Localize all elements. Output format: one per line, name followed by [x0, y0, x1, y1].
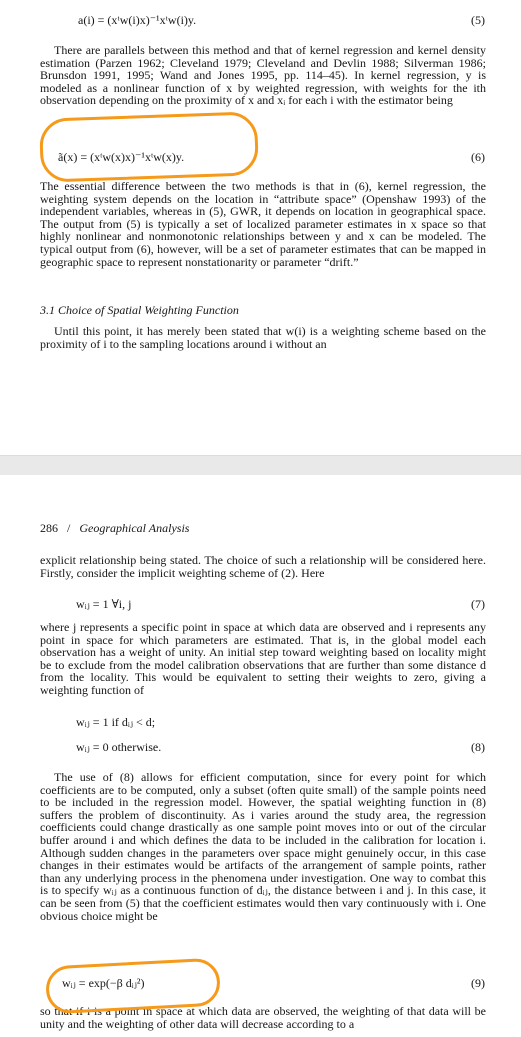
- equation-9-number: (9): [471, 976, 485, 990]
- paragraph-kernel-regression: There are parallels between this method and that of kernel regression and kernel density estimation (Parzen 1962; Cleveland 1979; Cleveland and Devlin 1988; Silverman 1986; Brunsdon 1991, 1995; Wand and Jones 1995, pp. 114–45). In kernel regression, y is modeled as a nonlinear function of x by weighted regression, with weights for the ith observation depending on the proximity of x and xᵢ for each i with the estimator being: [40, 43, 486, 108]
- paragraph-weighting-intro: Until this point, it has merely been stated that w(i) is a weighting scheme based on the proximity of i to the sampling locations around i without an: [40, 324, 486, 351]
- running-head-separator: /: [67, 521, 71, 535]
- page-number: 286: [40, 521, 58, 535]
- equation-8-line-2: wᵢⱼ = 0 otherwise.: [76, 740, 162, 754]
- equation-8-line-1: wᵢⱼ = 1 if dᵢⱼ < d;: [76, 715, 156, 729]
- equation-7-number: (7): [471, 597, 485, 611]
- page-separator: [0, 455, 521, 477]
- paragraph-global-model: where j represents a specific point in space at which data are observed and i represents any point in space for which parameters are estimated. That is, in the global model each observation has a weight of unity. An initial step toward weighting based on locality might be to exclude from the model calibration observations that are further than some distance d from the locality. This would be equivalent to setting their weights to zero, giving a weighting function of: [40, 620, 486, 697]
- equation-5: a(i) = (xᵗw(i)x)⁻¹xᵗw(i)y.: [78, 13, 197, 27]
- equation-9: wᵢⱼ = exp(−β dᵢⱼ²): [62, 976, 145, 990]
- equation-5-number: (5): [471, 13, 485, 27]
- page-top: [0, 0, 521, 455]
- equation-7: wᵢⱼ = 1 ∀i, j: [76, 597, 132, 611]
- equation-8-number: (8): [471, 740, 485, 754]
- running-head: [40, 521, 189, 536]
- equation-6-number: (6): [471, 150, 485, 164]
- section-heading: 3.1 Choice of Spatial Weighting Function: [40, 303, 239, 317]
- highlight-ellipse: [39, 111, 259, 183]
- paragraph-weighting-unity: so that if i is a point in space at which data are observed, the weighting of that data will be unity and the weighting of other data will decrease according to a: [40, 1004, 486, 1031]
- journal-title: Geographical Analysis: [79, 521, 190, 535]
- paragraph-explicit-relationship: explicit relationship being stated. The choice of such a relationship will be considered here. Firstly, consider the implicit weighting scheme of (2). Here: [40, 553, 486, 580]
- paragraph-efficient-computation: The use of (8) allows for efficient computation, since for every point for which coefficients are to be computed, only a subset (often quite small) of the sample points need to be included in the regression model. However, the spatial weighting function in (8) suffers the problem of discontinuity. As i varies around the study area, the regression coefficients could change drastically as one sample point moves into or out of the circular buffer around i and which defines the data to be included in the calibration for location i. Although sudden changes in the parameters over space might genuinely occur, in this case changes in their estimates would be artifacts of the arrangement of sample points, rather than any underlying process in the phenomena under investigation. One way to combat this is to specify wᵢⱼ as a continuous function of dᵢⱼ, the distance between i and j. In this case, it can be seen from (5) that the coefficient estimates would then vary continuously with i. One obvious choice might be: [40, 770, 486, 923]
- paragraph-essential-difference: The essential difference between the two methods is that in (6), kernel regression, the weighting system depends on the location in “attribute space” (Openshaw 1993) of the independent variables, whereas in (5), GWR, it depends on location in geographical space. The output from (5) is typically a set of localized parameter estimates in x space so that highly nonlinear and nonmonotonic relationships between y and x can be modeled. The typical output from (6), however, will be a set of parameter estimates that can be mapped in geographic space to represent nonstationarity or parameter “drift.”: [40, 179, 486, 269]
- equation-6: ã(x) = (xᵗw(x)x)⁻¹xᵗw(x)y.: [58, 150, 185, 164]
